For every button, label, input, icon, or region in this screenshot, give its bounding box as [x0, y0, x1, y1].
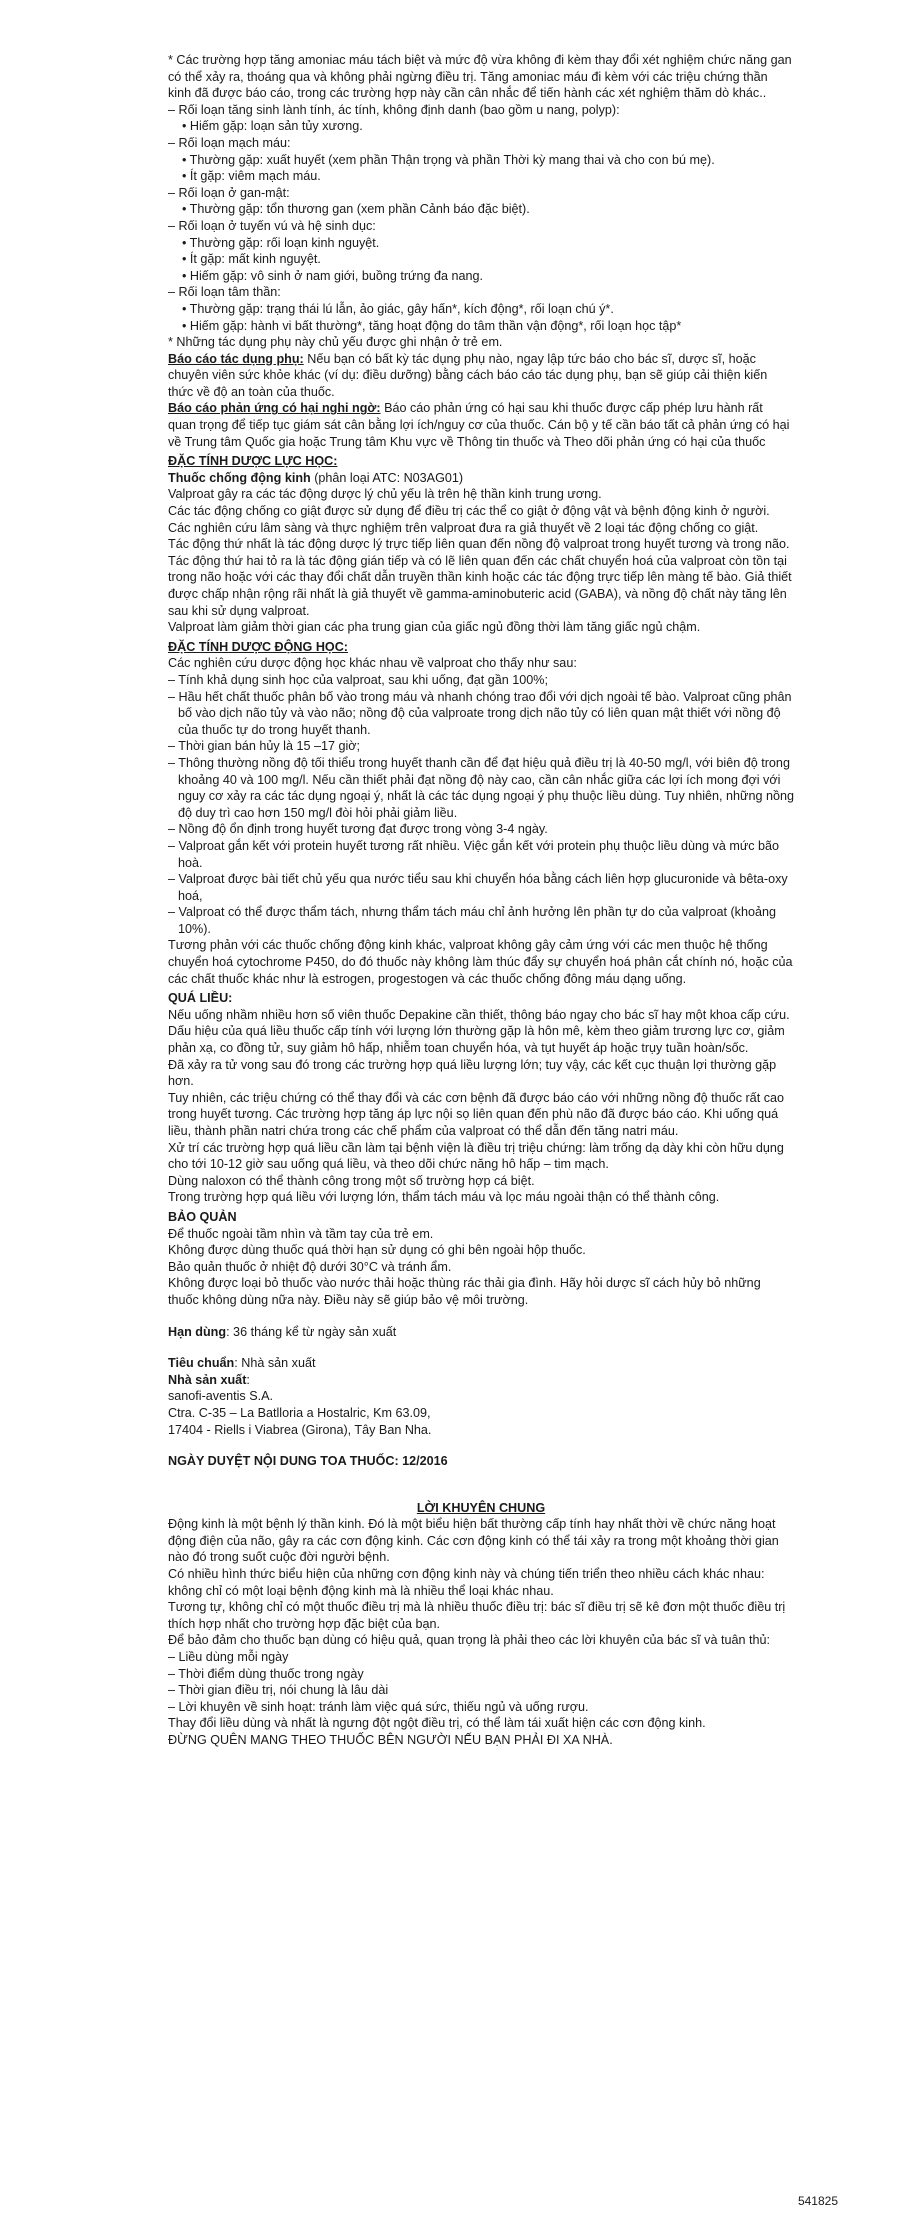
revision-date: [168, 1453, 794, 1470]
pk-item: – Thời gian bán hủy là 15 –17 giờ;: [168, 739, 361, 754]
storage-paragraph: Không được dùng thuốc quá thời hạn sử dụng có ghi bên ngoài hộp thuốc.: [168, 1243, 586, 1258]
se-psychiatric: – Rối loạn tâm thần:: [168, 285, 281, 300]
pk-item: – Valproat gắn kết với protein huyết tương rất nhiều. Việc gắn kết với protein phụ thuộc liều dùng và mức bão hoà.: [168, 838, 780, 870]
se-children-note: * Những tác dụng phụ này chủ yếu được ghi nhận ở trẻ em.: [168, 335, 503, 350]
pharmacokinetics-heading: ĐẶC TÍNH DƯỢC ĐỘNG HỌC:: [168, 639, 349, 654]
storage-heading: BẢO QUẢN: [168, 1209, 237, 1224]
overdose-paragraph: Đã xảy ra tử vong sau đó trong các trường hợp quá liều lượng lớn; tuy vậy, các kết cục thuận lợi thường gặp hơn.: [168, 1057, 777, 1089]
overdose-paragraph: Trong trường hợp quá liều với lượng lớn, thẩm tách máu và lọc máu ngoài thận có thể thành công.: [168, 1190, 720, 1205]
overdose-paragraph: Tuy nhiên, các triệu chứng có thể thay đổi và các cơn bệnh đã được báo cáo với những nồng độ thuốc rất cao trong huyết tương. Các trường hợp tăng áp lực nội sọ liên quan đến phù não đã được báo cáo. Khi uống quá liều, thành phần natri chứa trong các chế phẩm của valproat có thể dẫn đến tăng natri máu.: [168, 1090, 784, 1138]
se-reproductive: – Rối loạn ở tuyến vú và hệ sinh dục:: [168, 218, 376, 233]
advice-warning: ĐỪNG QUÊN MANG THEO THUỐC BÊN NGƯỜI NẾU BẠN PHẢI ĐI XA NHÀ.: [168, 1733, 613, 1747]
ammonia-note: * Các trường hợp tăng amoniac máu tách biệt và mức độ vừa không đi kèm thay đổi xét nghiệm chức năng gan có thể xảy ra, thoáng qua và không phải ngừng điều trị. Tăng amoniac máu đi kèm với các triệu chứng thần kinh đã được báo cáo, trong các trường hợp này cần cân nhắc để tiến hành các xét nghiệm thăm dò khác..: [168, 53, 792, 101]
se-hepatobiliary-common: • Thường gặp: tổn thương gan (xem phần Cảnh báo đặc biệt).: [182, 202, 530, 217]
se-vascular-common: • Thường gặp: xuất huyết (xem phần Thận trọng và phần Thời kỳ mang thai và cho con bú mẹ).: [182, 152, 715, 167]
se-psychiatric-rare: • Hiếm gặp: hành vi bất thường*, tăng hoạt động do tâm thần vận động*, rối loạn học tập*: [182, 318, 682, 333]
se-psychiatric-common: • Thường gặp: trạng thái lú lẫn, ảo giác, gây hấn*, kích động*, rối loạn chú ý*.: [182, 301, 614, 316]
document-code: 541825: [797, 2194, 838, 2208]
pd-paragraph: Valproat làm giảm thời gian các pha trung gian của giấc ngủ đồng thời làm tăng giấc ngủ chậm.: [168, 620, 701, 635]
pk-item: – Thông thường nồng độ tối thiểu trong huyết thanh cần để đạt hiệu quả điều trị là 40-50 mg/l, với biên độ trong khoảng 40 và 100 mg/l. Nếu cần thiết phải đạt nồng độ này cao, cần cân nhắc giữa các lợi ích mong đợi với nguy cơ xảy ra các tác dụng ngoại ý, nhất là các tác dụng ngoại ý phụ thuộc liều dùng. Tuy nhiên, những nồng độ duy trì cao hơn 150 mg/l đòi hỏi phải giảm liều.: [168, 755, 795, 820]
storage-paragraph: Để thuốc ngoài tầm nhìn và tầm tay của trẻ em.: [168, 1226, 434, 1241]
advice-item: – Liều dùng mỗi ngày: [168, 1650, 289, 1665]
overdose-paragraph: Dấu hiệu của quá liều thuốc cấp tính với lượng lớn thường gặp là hôn mê, kèm theo giảm trương lực cơ, giảm phản xạ, co đồng tử, suy giảm hô hấp, nhiễm toan chuyển hóa, và tụt huyết áp hoặc trụy tuần hoàn/sốc.: [168, 1024, 785, 1056]
pd-paragraph: Các nghiên cứu lâm sàng và thực nghiệm trên valproat đưa ra giả thuyết về 2 loại tác động chống co giật.: [168, 520, 759, 535]
manufacturer-line: Ctra. C-35 – La Batlloria a Hostalric, Km 63.09,: [168, 1405, 431, 1420]
revision-date-value: : 12/2016: [394, 1454, 448, 1469]
standard-label: Tiêu chuẩn: [168, 1356, 235, 1371]
pd-paragraph: Tác động thứ hai tỏ ra là tác động gián tiếp và có lẽ liên quan đến các chất chuyển hoá của valproat còn tồn tại trong não hoặc với các thay đổi chất dẫn truyền thần kinh hoặc các tác động trực tiếp lên màng tế bào. Giả thiết được chấp nhận rộng rãi nhất là giả thuyết về gamma-aminobuteric acid (GABA), và nồng độ chất này tăng lên sau khi sử dụng valproat.: [168, 553, 792, 618]
pk-item: – Valproat có thể được thẩm tách, nhưng thẩm tách máu chỉ ảnh hưởng lên phần tự do của valproat (khoảng 10%).: [168, 905, 776, 936]
leaflet-page: [168, 52, 794, 1749]
overdose-paragraph: Xử trí các trường hợp quá liều cần làm tại bệnh viện là điều trị triệu chứng: làm trống dạ dày khi còn hữu dụng cho tới 10-12 giờ sau uống quá liều, và theo dõi chức năng hô hấp – tim mạch.: [168, 1140, 784, 1172]
pk-paragraph: Tương phản với các thuốc chống động kinh khác, valproat không gây cảm ứng với các men thuộc hệ thống chuyển hoá cytochrome P450, do đó thuốc này không làm thúc đẩy sự chuyển hoá phân cắt chính nó, hoặc của các chất thuốc khác như là estrogen, progestogen và các thuốc chống đông máu dạng uống.: [168, 938, 793, 986]
manufacturer: [168, 1372, 794, 1389]
storage-paragraph: Không được loại bỏ thuốc vào nước thải hoặc thùng rác thải gia đình. Hãy hỏi dược sĩ cách hủy bỏ những thuốc không dùng nữa này. Điều này sẽ giúp bảo vệ môi trường.: [168, 1276, 761, 1307]
pd-paragraph: Tác động thứ nhất là tác động dược lý trực tiếp liên quan đến nồng độ valproat trong huyết tương và trong não.: [168, 537, 790, 552]
overdose-heading: QUÁ LIỀU:: [168, 991, 233, 1006]
se-vascular-uncommon: • Ít gặp: viêm mạch máu.: [182, 169, 321, 184]
pharmacodynamics-class-label: Thuốc chống động kinh: [168, 470, 311, 485]
pk-item: – Valproat được bài tiết chủ yếu qua nước tiểu sau khi chuyển hóa bằng cách liên hợp glucuronide và bêta-oxy hoá,: [168, 872, 788, 903]
pk-item: – Tính khả dụng sinh học của valproat, sau khi uống, đạt gần 100%;: [168, 672, 548, 687]
standard-value: : Nhà sản xuất: [234, 1356, 316, 1371]
report-adr-text: Báo cáo phản ứng có hại sau khi thuốc được cấp phép lưu hành rất quan trọng để tiếp tục giám sát cân bằng lợi ích/nguy cơ của thuốc. Cán bộ y tế cần báo tất cả phản ứng có hại về Trung tâm Quốc gia hoặc Trung tâm Khu vực về Thông tin thuốc và Theo dõi phản ứng có hại của thuốc: [168, 401, 790, 449]
se-hepatobiliary: – Rối loạn ở gan-mật:: [168, 185, 290, 200]
report-adr: [168, 400, 794, 450]
report-side-effects-text: Nếu bạn có bất kỳ tác dụng phụ nào, ngay lập tức báo cho bác sĩ, dược sĩ, hoặc chuyên viên sức khỏe khác (ví dụ: điều dưỡng) bằng cách báo cáo tác dụng phụ, bạn sẽ giúp cải thiện kiến thức về độ an toàn của thuốc.: [168, 351, 768, 399]
advice-item: – Thời gian điều trị, nói chung là lâu dài: [168, 1683, 389, 1698]
se-reproductive-common: • Thường gặp: rối loạn kinh nguyệt.: [182, 235, 380, 250]
advice-paragraph: Có nhiều hình thức biểu hiện của những cơn động kinh này và chúng tiến triển theo nhiều cách khác nhau: không chỉ có một loại bệnh động kinh mà là nhiều thể loại khác nhau.: [168, 1567, 765, 1598]
expiry-label: Hạn dùng: [168, 1324, 227, 1339]
se-reproductive-rare: • Hiếm gặp: vô sinh ở nam giới, buồng trứng đa nang.: [182, 268, 483, 283]
storage-paragraph: Bảo quản thuốc ở nhiệt độ dưới 30°C và tránh ẩm.: [168, 1259, 452, 1274]
advice-item: – Thời điểm dùng thuốc trong ngày: [168, 1666, 364, 1681]
se-neoplasm-rare: • Hiếm gặp: loạn sản tủy xương.: [182, 119, 363, 134]
expiry-value: : 36 tháng kể từ ngày sản xuất: [226, 1324, 397, 1339]
manufacturer-colon: :: [246, 1372, 250, 1387]
pk-item: – Nồng độ ổn định trong huyết tương đạt được trong vòng 3-4 ngày.: [168, 822, 548, 837]
manufacturer-label: Nhà sản xuất: [168, 1372, 247, 1387]
general-advice-heading: LỜI KHUYÊN CHUNG: [416, 1500, 546, 1515]
pk-item: – Hầu hết chất thuốc phân bố vào trong máu và nhanh chóng trao đổi với dịch ngoài tế bào. Valproat cũng phân bố vào dịch não tủy và vào não; nồng độ của valproate trong dịch não tủy có liên quan mật thiết với nồng độ của thuốc tự do trong huyết thanh.: [168, 689, 792, 737]
pk-intro: Các nghiên cứu dược động học khác nhau về valproat cho thấy như sau:: [168, 656, 577, 671]
advice-paragraph: Thay đổi liều dùng và nhất là ngưng đột ngột điều trị, có thể làm tái xuất hiện các cơn động kinh.: [168, 1716, 706, 1731]
manufacturer-line: 17404 - Riells i Viabrea (Girona), Tây Ban Nha.: [168, 1422, 432, 1437]
expiry: [168, 1324, 794, 1341]
report-adr-heading: Báo cáo phản ứng có hại nghi ngờ:: [168, 401, 381, 416]
se-neoplasm: – Rối loạn tăng sinh lành tính, ác tính, không định danh (bao gồm u nang, polyp):: [168, 102, 620, 117]
advice-paragraph: Tương tự, không chỉ có một thuốc điều trị mà là nhiều thuốc điều trị: bác sĩ điều trị sẽ kê đơn một thuốc điều trị thích hợp nhất cho trường hợp đặc biệt của bạn.: [168, 1600, 786, 1631]
overdose-paragraph: Dùng naloxon có thể thành công trong một số trường hợp cá biệt.: [168, 1173, 535, 1188]
pharmacodynamics-class: [168, 470, 794, 487]
pharmacodynamics-heading: ĐẶC TÍNH DƯỢC LỰC HỌC:: [168, 454, 338, 469]
advice-item: – Lời khuyên về sinh hoạt: tránh làm việc quá sức, thiếu ngủ và uống rượu.: [168, 1699, 589, 1714]
se-vascular: – Rối loạn mạch máu:: [168, 135, 291, 150]
standard: [168, 1355, 794, 1372]
report-side-effects-heading: Báo cáo tác dụng phụ:: [168, 351, 304, 366]
se-reproductive-uncommon: • Ít gặp: mất kinh nguyệt.: [182, 252, 321, 267]
report-side-effects: [168, 351, 794, 401]
advice-paragraph: Động kinh là một bệnh lý thần kinh. Đó là một biểu hiện bất thường cấp tính hay nhất thời về chức năng hoạt động điện của não, gây ra các cơn động kinh. Các cơn động kinh có thể tái xảy ra trong một khoảng thời gian nào đó trong suốt cuộc đời người bệnh.: [168, 1517, 779, 1565]
overdose-paragraph: Nếu uống nhầm nhiều hơn số viên thuốc Depakine cần thiết, thông báo ngay cho bác sĩ hay một khoa cấp cứu.: [168, 1007, 790, 1022]
pd-paragraph: Các tác động chống co giật được sử dụng để điều trị các thể co giật ở động vật và bệnh động kinh ở người.: [168, 504, 770, 519]
pd-paragraph: Valproat gây ra các tác động dược lý chủ yếu là trên hệ thần kinh trung ương.: [168, 487, 602, 502]
revision-date-label: NGÀY DUYỆT NỘI DUNG TOA THUỐC: [168, 1454, 395, 1469]
pharmacodynamics-atc: (phân loại ATC: N03AG01): [310, 470, 464, 485]
advice-paragraph: Để bảo đảm cho thuốc bạn dùng có hiệu quả, quan trọng là phải theo các lời khuyên của bác sĩ và tuân thủ:: [168, 1633, 770, 1648]
manufacturer-line: sanofi-aventis S.A.: [168, 1389, 273, 1404]
